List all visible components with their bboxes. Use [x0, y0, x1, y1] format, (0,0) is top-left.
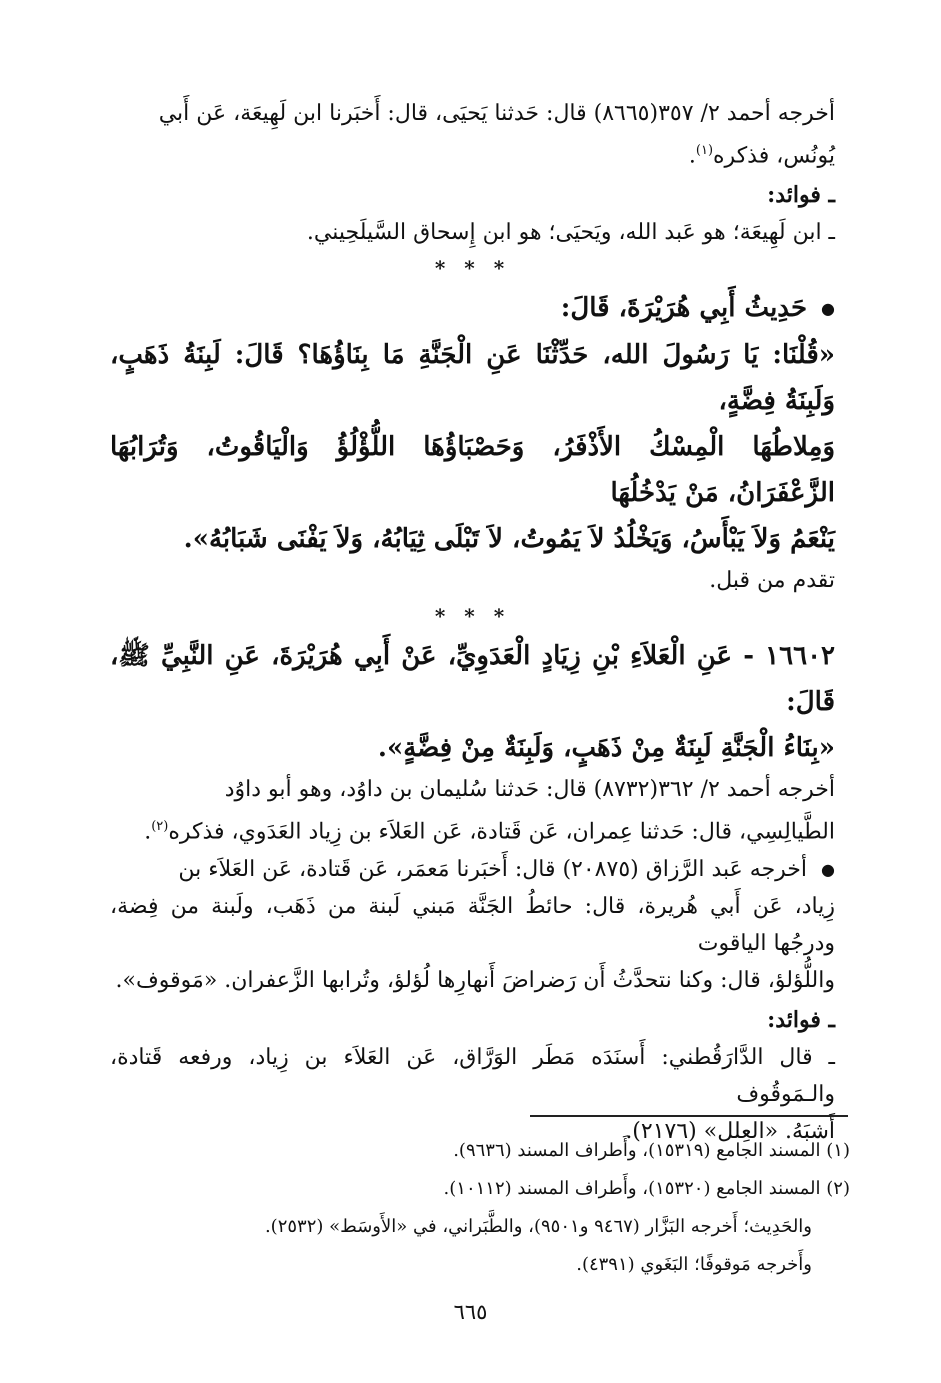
takhrij-2-end: .: [144, 819, 152, 845]
footnote-ref-2: (٢): [151, 819, 169, 835]
fawaid-2-line-2: أَشبَهُ. «العِلل» (٢١٧٦).: [625, 1119, 835, 1145]
separator-stars-2: * * *: [434, 604, 511, 629]
separator-stars-1: * * *: [434, 256, 511, 281]
fawaid-text-1: ـ ابن لَهِيعَة؛ هو عَبد الله، ويَحيَى؛ هو ابن إِسحاق السَّيلَحِيني.: [306, 220, 835, 246]
hadith-16602: [110, 633, 835, 771]
hadith-text: [110, 332, 835, 562]
takhrij-1-line-1: أخرجه أحمد ٢/ ٣٥٧(٨٦٦٥) قال: حَدثنا يَحيَى، قال: أَخبَرنا ابن لَهِيعَة، عَن أَبي: [158, 101, 835, 126]
taqaddam-note: تقدم من قبل.: [709, 568, 835, 594]
footnote-2-hadith: والحَدِيث؛ أَخرجه البَزَّار (٩٤٦٧ و٩٥٠١)، والطَّبَراني، في «الأَوسَط» (٢٥٣٢).: [264, 1216, 812, 1237]
footnote-2: (٢) المسند الجامع (١٥٣٢٠)، وأَطراف المسند (١٠١١٢).: [443, 1178, 850, 1199]
hadith-line-1: «قُلْنَا: يَا رَسُولَ الله، حَدِّثْنَا عَنِ الْجَنَّةِ مَا بِنَاؤُهَا؟ قَالَ: لَبِنَةُ ذَهَبٍ، وَلَبِنَةُ فِضَّةٍ،: [110, 340, 835, 417]
page-number: ٦٦٥: [453, 1300, 488, 1324]
fawaid-2-line-1: ـ قال الدَّارَقُطني: أَسنَدَه مَطَر الوَرَّاق، عَن العَلاَء بن زِياد، ورفعه قَتادة، والـمَوقُوف: [110, 1045, 835, 1108]
main-text: [110, 95, 835, 1150]
footnote-1: (١) المسند الجامع (١٥٣١٩)، وأَطراف المسند (٩٦٣٦).: [453, 1140, 850, 1161]
takhrij-1-line-2: يُونُس، فذكره: [713, 143, 835, 169]
hadith-16602-line-1: ١٦٦٠٢ - عَنِ الْعَلاَءِ بْنِ زِيَادٍ الْعَدَوِيِّ، عَنْ أَبِي هُرَيْرَةَ، عَنِ النَّبِيِّ ﷺ، قَالَ:: [110, 641, 835, 718]
takhrij-paragraph-1: [110, 95, 835, 174]
takhrij-3-line-2: زِياد، عَن أَبي هُريرة، قال: حائطُ الجَنَّة مَبني لَبنة من ذَهَب، ولَبنة من فِضة، ودرجُها الياقوت: [110, 894, 835, 957]
fawaid-heading-2: ـ فوائد:: [767, 1007, 835, 1034]
takhrij-1-end: .: [688, 143, 696, 169]
takhrij-paragraph-2: [110, 771, 835, 850]
hadith-line-3: يَنْعَمُ وَلاَ يَبْأَسُ، وَيَخْلُدُ لاَ يَمُوتُ، لاَ تَبْلَى ثِيَابُهُ، وَلاَ يَفْنَى شَبَابُهُ».: [183, 524, 835, 555]
takhrij-2-line-1: أخرجه أحمد ٢/ ٣٦٢(٨٧٣٢) قال: حَدثنا سُليمان بن داوُد، وهو أبو داوُد: [224, 777, 835, 803]
footnote-ref-1: (١): [695, 143, 714, 158]
hadith-16602-line-2: «بِنَاءُ الْجَنَّةِ لَبِنَةٌ مِنْ ذَهَبٍ، وَلَبِنَةٌ مِنْ فِضَّةٍ».: [377, 733, 835, 764]
takhrij-2-line-2: الطَّيالِسِي، قال: حَدثنا عِمران، عَن قَتادة، عَن العَلاَء بن زِياد العَدَوي، فذكره: [168, 819, 835, 845]
footnote-2-mawquf: وأَخرجه مَوقوفًا؛ البَغَوي (٤٣٩١).: [576, 1254, 812, 1275]
takhrij-3-line-1: أخرجه عَبد الرَّزاق (٢٠٨٧٥) قال: أَخبَرنا مَعمَر، عَن قَتادة، عَن العَلاَء بن: [178, 856, 808, 882]
footnotes: [110, 1132, 850, 1284]
takhrij-3-line-3: واللُّؤلؤ، قال: وكنا نتحدَّثُ أَن رَضراضَ أَنهارِها لُؤلؤ، وتُرابها الزَّعفران. «مَوقوف».: [115, 968, 835, 994]
takhrij-paragraph-3: [110, 851, 835, 1000]
hadith-line-2: وَمِلاطُهَا الْمِسْكُ الأَذْفَرُ، وَحَصْبَاؤُهَا اللُّؤْلُؤُ وَالْيَاقُوتُ، وَتُرَابُهَا الزَّعْفَرَانُ، مَنْ يَدْخُلُهَا: [110, 432, 835, 509]
fawaid-heading-1: ـ فوائد:: [767, 182, 835, 209]
footnote-divider: [530, 1115, 848, 1117]
hadith-intro: ● حَدِيثُ أَبِي هُرَيْرَةَ، قَالَ:: [110, 285, 835, 332]
